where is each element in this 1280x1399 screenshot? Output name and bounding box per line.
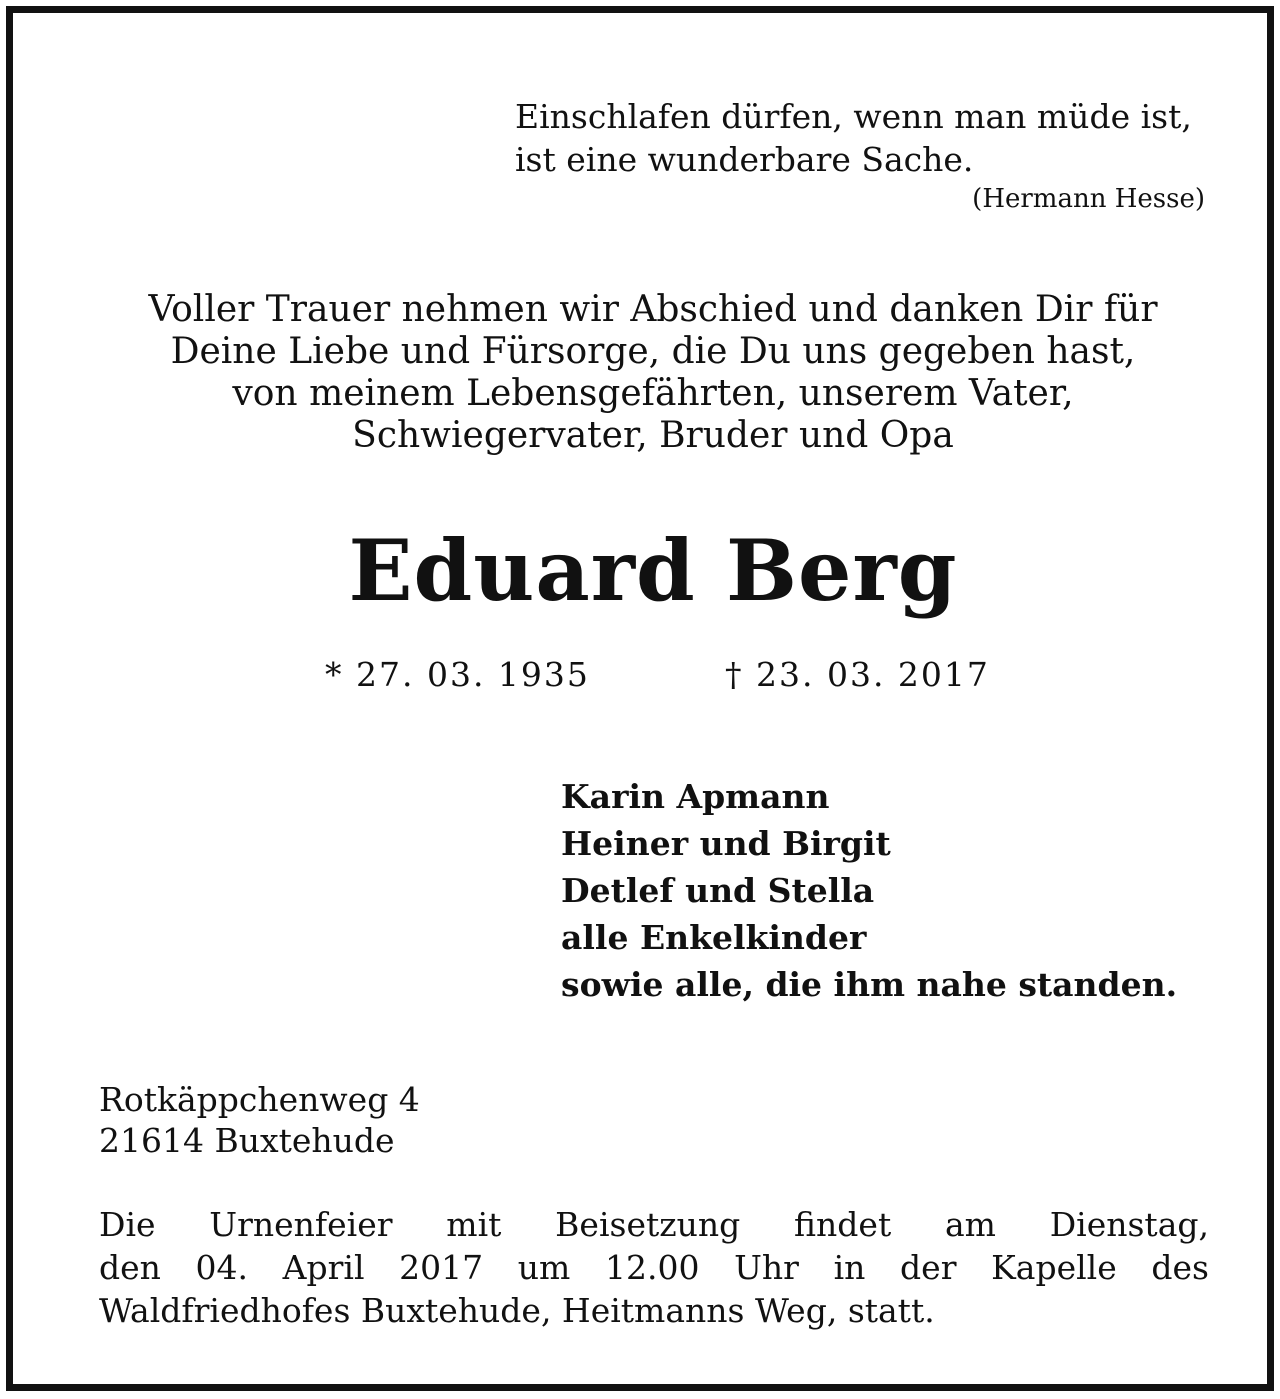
death-date: † 23. 03. 2017 — [725, 655, 990, 694]
mourner: sowie alle, die ihm nahe standen. — [561, 965, 1178, 1004]
funeral-notice — [99, 1203, 1209, 1332]
quote-line: Einschlafen dürfen, wenn man müde ist, — [515, 97, 1192, 136]
address — [99, 1079, 699, 1161]
address-city: 21614 Buxtehude — [99, 1121, 395, 1160]
quote-line: ist eine wunderbare Sache. — [515, 140, 974, 179]
deceased-name: Eduard Berg — [348, 521, 958, 620]
mourner: Heiner und Birgit — [561, 824, 891, 863]
quote — [515, 95, 1215, 181]
intro-line: von meinem Lebensgefährten, unserem Vater, — [232, 373, 1074, 414]
funeral-line: Die Urnenfeier mit Beisetzung findet am Dienstag, — [99, 1205, 1209, 1244]
mourner: Karin Apmann — [561, 777, 830, 816]
funeral-line: den 04. April 2017 um 12.00 Uhr in der Kapelle des — [99, 1248, 1209, 1287]
intro-text — [53, 289, 1253, 457]
funeral-line: Waldfriedhofes Buxtehude, Heitmanns Weg, statt. — [99, 1291, 935, 1330]
intro-line: Deine Liebe und Fürsorge, die Du uns gegeben hast, — [170, 331, 1136, 372]
intro-line: Schwiegervater, Bruder und Opa — [352, 415, 954, 456]
mourners-list — [561, 773, 1261, 1008]
mourner: Detlef und Stella — [561, 871, 875, 910]
mourner: alle Enkelkinder — [561, 918, 867, 957]
intro-line: Voller Trauer nehmen wir Abschied und danken Dir für — [148, 289, 1158, 330]
address-street: Rotkäppchenweg 4 — [99, 1080, 420, 1119]
obituary-frame — [6, 6, 1274, 1391]
birth-date: * 27. 03. 1935 — [325, 655, 590, 694]
quote-author: (Hermann Hesse) — [972, 184, 1205, 214]
